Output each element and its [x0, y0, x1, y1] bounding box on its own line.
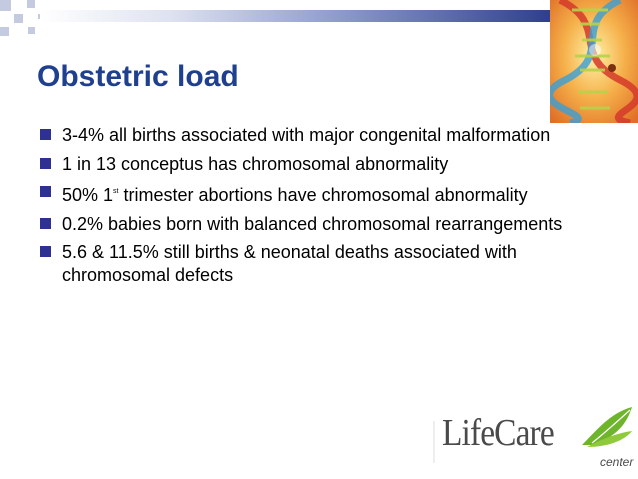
- decor-square: [27, 0, 35, 8]
- square-bullet-icon: [40, 129, 51, 140]
- bullet-item: [36, 124, 576, 147]
- square-bullet-icon: [40, 158, 51, 169]
- decor-square: [28, 27, 35, 34]
- slide-title: Obstetric load: [37, 60, 239, 93]
- dna-helix-image: [550, 0, 638, 123]
- square-bullet-icon: [40, 186, 51, 197]
- bullet-text: 1 in 13 conceptus has chromosomal abnormality: [62, 153, 449, 174]
- bullet-item: [36, 213, 576, 236]
- decor-square: [0, 27, 9, 36]
- logo-tagline: center: [600, 455, 634, 469]
- bullet-item: [36, 241, 576, 286]
- bullet-text: 3-4% all births associated with major congenital malformation: [62, 125, 551, 145]
- decor-square: [14, 14, 23, 23]
- lifecare-logo: [432, 405, 638, 479]
- bullet-item: [36, 153, 576, 176]
- square-bullet-icon: [40, 218, 51, 229]
- bullet-text-post: trimester abortions have chromosomal abnormality: [118, 185, 528, 205]
- bullet-item: [36, 181, 576, 207]
- bullet-text: 0.2% babies born with balanced chromosomal rearrangements: [62, 213, 563, 234]
- ordinal-superscript: st: [113, 188, 119, 195]
- header-gradient-bar: [40, 10, 550, 22]
- bullet-text-pre: 50% 1: [62, 185, 114, 205]
- decor-square: [0, 0, 11, 11]
- bullet-text: 5.6 & 11.5% still births & neonatal deaths associated with chromosomal defects: [62, 242, 517, 285]
- square-bullet-icon: [40, 246, 51, 257]
- logo-name: LifeCare: [442, 412, 554, 454]
- bullet-list: [36, 124, 576, 292]
